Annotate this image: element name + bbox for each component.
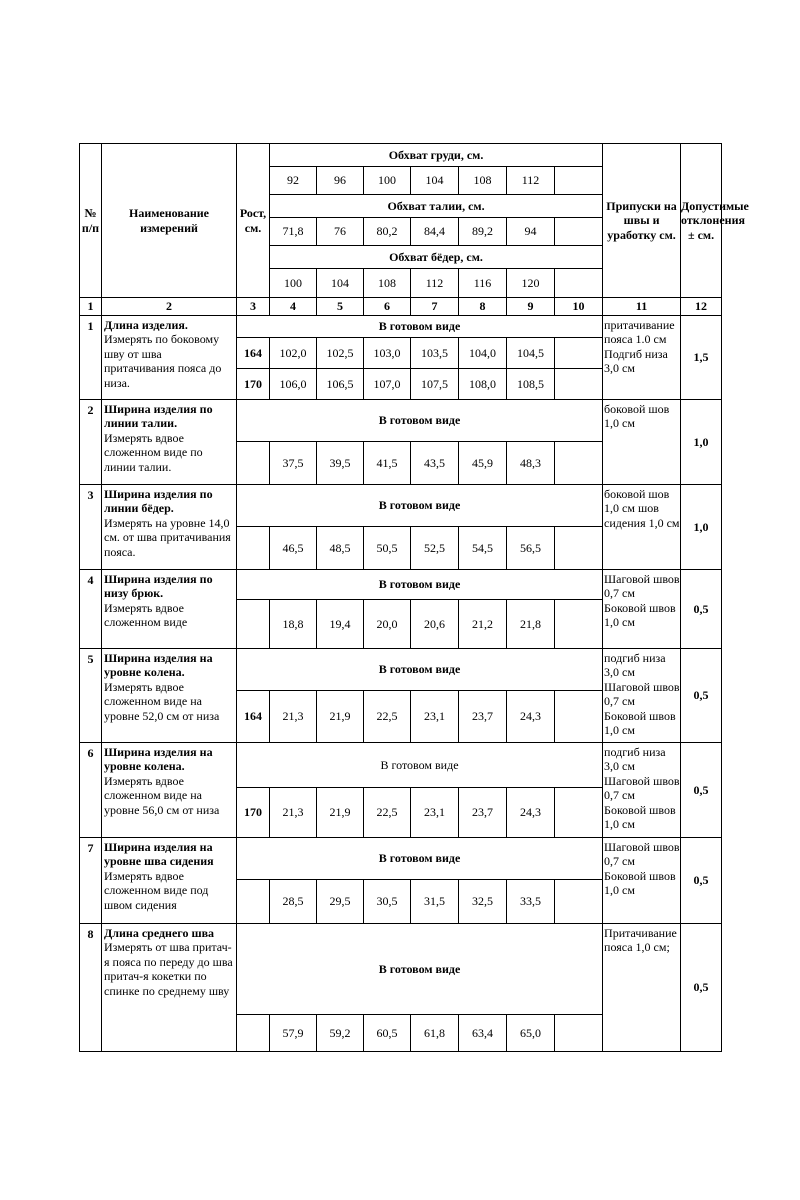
column-number: 5 bbox=[317, 298, 364, 316]
value-cell-empty bbox=[555, 338, 603, 369]
measurement-title: Ширина изделия на уровне колена. bbox=[104, 651, 213, 680]
tolerance: 0,5 bbox=[681, 570, 722, 649]
hip-size: 104 bbox=[317, 269, 364, 298]
row-number: 3 bbox=[80, 485, 102, 570]
value-cell: 21,3 bbox=[270, 788, 317, 838]
column-number: 9 bbox=[507, 298, 555, 316]
allowance: боковой шов 1,0 см bbox=[603, 400, 681, 485]
row-number: 6 bbox=[80, 743, 102, 838]
hip-size: 116 bbox=[459, 269, 507, 298]
allowance: подгиб низа 3,0 см Шаговой швов 0,7 см Боковой швов 1,0 см bbox=[603, 649, 681, 743]
value-cell: 21,2 bbox=[459, 600, 507, 649]
measurement-name bbox=[102, 485, 237, 570]
waist-size-empty bbox=[555, 218, 603, 246]
measurement-name bbox=[102, 649, 237, 743]
height-empty bbox=[237, 527, 270, 570]
value-cell: 106,5 bbox=[317, 369, 364, 400]
value-cell: 108,0 bbox=[459, 369, 507, 400]
tolerance: 1,0 bbox=[681, 485, 722, 570]
measurement-desc: Измерять вдвое сложенном виде на уровне 56,0 см от низа bbox=[104, 773, 220, 817]
value-cell: 29,5 bbox=[317, 880, 364, 924]
measurement-name bbox=[102, 838, 237, 924]
column-number: 11 bbox=[603, 298, 681, 316]
column-number: 8 bbox=[459, 298, 507, 316]
column-number: 7 bbox=[411, 298, 459, 316]
allowance: подгиб низа 3,0 см Шаговой швов 0,7 см Боковой швов 1,0 см bbox=[603, 743, 681, 838]
value-cell: 56,5 bbox=[507, 527, 555, 570]
value-cell: 107,0 bbox=[364, 369, 411, 400]
measurement-name bbox=[102, 570, 237, 649]
value-cell: 43,5 bbox=[411, 442, 459, 485]
measurement-desc: Измерять вдвое сложенном виде bbox=[104, 600, 188, 630]
waist-size: 76 bbox=[317, 218, 364, 246]
hip-size-empty bbox=[555, 269, 603, 298]
hip-size: 112 bbox=[411, 269, 459, 298]
value-cell: 46,5 bbox=[270, 527, 317, 570]
value-cell: 54,5 bbox=[459, 527, 507, 570]
allowance: Шаговой швов 0,7 см Боковой швов 1,0 см bbox=[603, 838, 681, 924]
chest-size: 96 bbox=[317, 167, 364, 195]
ready-label: В готовом виде bbox=[237, 924, 603, 1015]
chest-size: 112 bbox=[507, 167, 555, 195]
value-cell: 48,5 bbox=[317, 527, 364, 570]
height-empty bbox=[237, 1015, 270, 1052]
ready-label: В готовом виде bbox=[237, 570, 603, 600]
measurement-title: Ширина изделия по линии талии. bbox=[104, 402, 213, 431]
waist-size: 94 bbox=[507, 218, 555, 246]
chest-size: 104 bbox=[411, 167, 459, 195]
column-number: 1 bbox=[80, 298, 102, 316]
value-cell-empty bbox=[555, 788, 603, 838]
tolerance: 0,5 bbox=[681, 838, 722, 924]
value-cell: 102,5 bbox=[317, 338, 364, 369]
value-cell-empty bbox=[555, 600, 603, 649]
height-empty bbox=[237, 880, 270, 924]
chest-title: Обхват груди, см. bbox=[270, 144, 603, 167]
header-tolerance: Допустимые отклонения ± см. bbox=[681, 144, 722, 298]
value-cell: 59,2 bbox=[317, 1015, 364, 1052]
value-cell: 20,6 bbox=[411, 600, 459, 649]
ready-label: В готовом виде bbox=[237, 400, 603, 442]
value-cell: 24,3 bbox=[507, 788, 555, 838]
value-cell: 21,3 bbox=[270, 691, 317, 743]
value-cell: 108,5 bbox=[507, 369, 555, 400]
value-cell: 28,5 bbox=[270, 880, 317, 924]
allowance: Притачивание пояса 1,0 см; bbox=[603, 924, 681, 1052]
value-cell-empty bbox=[555, 369, 603, 400]
tolerance: 0,5 bbox=[681, 743, 722, 838]
value-cell: 65,0 bbox=[507, 1015, 555, 1052]
value-cell: 57,9 bbox=[270, 1015, 317, 1052]
value-cell: 104,5 bbox=[507, 338, 555, 369]
hip-size: 120 bbox=[507, 269, 555, 298]
allowance: боковой шов 1,0 см шов сидения 1,0 см bbox=[603, 485, 681, 570]
waist-size: 84,4 bbox=[411, 218, 459, 246]
measurement-desc: Измерять по боковому шву от шва притачивания пояса до низа. bbox=[104, 332, 222, 390]
measurement-name bbox=[102, 743, 237, 838]
ready-label: В готовом виде bbox=[237, 649, 603, 691]
ready-label: В готовом виде bbox=[237, 316, 603, 338]
value-cell-empty bbox=[555, 691, 603, 743]
value-cell: 60,5 bbox=[364, 1015, 411, 1052]
measurement-spec-table bbox=[79, 143, 749, 1052]
value-cell: 23,7 bbox=[459, 691, 507, 743]
height-value: 164 bbox=[237, 691, 270, 743]
waist-size: 89,2 bbox=[459, 218, 507, 246]
value-cell: 21,9 bbox=[317, 788, 364, 838]
value-cell: 37,5 bbox=[270, 442, 317, 485]
measurement-desc: Измерять на уровне 14,0 см. от шва притачивания пояса. bbox=[104, 515, 231, 559]
value-cell: 22,5 bbox=[364, 691, 411, 743]
value-cell: 18,8 bbox=[270, 600, 317, 649]
height-value: 170 bbox=[237, 788, 270, 838]
value-cell: 23,1 bbox=[411, 788, 459, 838]
header-num: № п/п bbox=[80, 144, 102, 298]
value-cell: 107,5 bbox=[411, 369, 459, 400]
waist-title: Обхват талии, см. bbox=[270, 195, 603, 218]
value-cell: 102,0 bbox=[270, 338, 317, 369]
value-cell: 21,9 bbox=[317, 691, 364, 743]
value-cell: 30,5 bbox=[364, 880, 411, 924]
value-cell: 52,5 bbox=[411, 527, 459, 570]
row-number: 1 bbox=[80, 316, 102, 400]
chest-size: 100 bbox=[364, 167, 411, 195]
measurement-title: Ширина изделия на уровне шва сидения bbox=[104, 840, 214, 869]
tolerance: 1,5 bbox=[681, 316, 722, 400]
height-empty bbox=[237, 600, 270, 649]
measurement-title: Ширина изделия на уровне колена. bbox=[104, 745, 213, 774]
column-number: 10 bbox=[555, 298, 603, 316]
measurement-name bbox=[102, 924, 237, 1052]
value-cell: 23,7 bbox=[459, 788, 507, 838]
chest-size-empty bbox=[555, 167, 603, 195]
header-name: Наименование измерений bbox=[102, 144, 237, 298]
column-number: 2 bbox=[102, 298, 237, 316]
row-number: 2 bbox=[80, 400, 102, 485]
value-cell: 19,4 bbox=[317, 600, 364, 649]
ready-label: В готовом виде bbox=[237, 838, 603, 880]
measurement-desc: Измерять вдвое сложенном виде на уровне 52,0 см от низа bbox=[104, 679, 220, 723]
value-cell: 45,9 bbox=[459, 442, 507, 485]
tolerance: 0,5 bbox=[681, 924, 722, 1052]
value-cell: 63,4 bbox=[459, 1015, 507, 1052]
value-cell: 48,3 bbox=[507, 442, 555, 485]
row-number: 7 bbox=[80, 838, 102, 924]
chest-size: 108 bbox=[459, 167, 507, 195]
allowance: Шаговой швов 0,7 см Боковой швов 1,0 см bbox=[603, 570, 681, 649]
ready-label: В готовом виде bbox=[237, 485, 603, 527]
value-cell-empty bbox=[555, 880, 603, 924]
value-cell: 103,0 bbox=[364, 338, 411, 369]
header-allowances: Припуски на швы и уработку см. bbox=[603, 144, 681, 298]
row-number: 8 bbox=[80, 924, 102, 1052]
measurement-title: Длина изделия. bbox=[104, 318, 188, 332]
measurement-name bbox=[102, 400, 237, 485]
value-cell: 33,5 bbox=[507, 880, 555, 924]
value-cell: 50,5 bbox=[364, 527, 411, 570]
tolerance: 0,5 bbox=[681, 649, 722, 743]
hip-size: 108 bbox=[364, 269, 411, 298]
header-height: Рост, см. bbox=[237, 144, 270, 298]
waist-size: 71,8 bbox=[270, 218, 317, 246]
height-value: 170 bbox=[237, 369, 270, 400]
measurement-name bbox=[102, 316, 237, 400]
value-cell: 31,5 bbox=[411, 880, 459, 924]
value-cell: 41,5 bbox=[364, 442, 411, 485]
allowance: притачивание пояса 1.0 см Подгиб низа 3,0 см bbox=[603, 316, 681, 400]
waist-size: 80,2 bbox=[364, 218, 411, 246]
column-number: 3 bbox=[237, 298, 270, 316]
value-cell-empty bbox=[555, 1015, 603, 1052]
row-number: 5 bbox=[80, 649, 102, 743]
column-number: 6 bbox=[364, 298, 411, 316]
height-empty bbox=[237, 442, 270, 485]
value-cell: 24,3 bbox=[507, 691, 555, 743]
value-cell: 23,1 bbox=[411, 691, 459, 743]
value-cell: 106,0 bbox=[270, 369, 317, 400]
measurement-title: Ширина изделия по линии бёдер. bbox=[104, 487, 213, 516]
value-cell-empty bbox=[555, 442, 603, 485]
value-cell-empty bbox=[555, 527, 603, 570]
value-cell: 22,5 bbox=[364, 788, 411, 838]
measurement-desc: Измерять от шва притач-я пояса по переду до шва притач-я кокетки по спинке по среднему шву bbox=[104, 940, 233, 998]
row-number: 4 bbox=[80, 570, 102, 649]
value-cell: 21,8 bbox=[507, 600, 555, 649]
hip-title: Обхват бёдер, см. bbox=[270, 246, 603, 269]
value-cell: 103,5 bbox=[411, 338, 459, 369]
measurement-title: Ширина изделия по низу брюк. bbox=[104, 572, 213, 601]
ready-label: В готовом виде bbox=[237, 743, 603, 788]
value-cell: 32,5 bbox=[459, 880, 507, 924]
measurement-desc: Измерять вдвое сложенном виде под швом сидения bbox=[104, 868, 209, 912]
value-cell: 39,5 bbox=[317, 442, 364, 485]
column-number: 12 bbox=[681, 298, 722, 316]
value-cell: 61,8 bbox=[411, 1015, 459, 1052]
hip-size: 100 bbox=[270, 269, 317, 298]
measurement-desc: Измерять вдвое сложенном виде по линии талии. bbox=[104, 430, 203, 474]
value-cell: 20,0 bbox=[364, 600, 411, 649]
measurement-title: Длина среднего шва bbox=[104, 926, 215, 940]
column-number: 4 bbox=[270, 298, 317, 316]
tolerance: 1,0 bbox=[681, 400, 722, 485]
value-cell: 104,0 bbox=[459, 338, 507, 369]
height-value: 164 bbox=[237, 338, 270, 369]
chest-size: 92 bbox=[270, 167, 317, 195]
